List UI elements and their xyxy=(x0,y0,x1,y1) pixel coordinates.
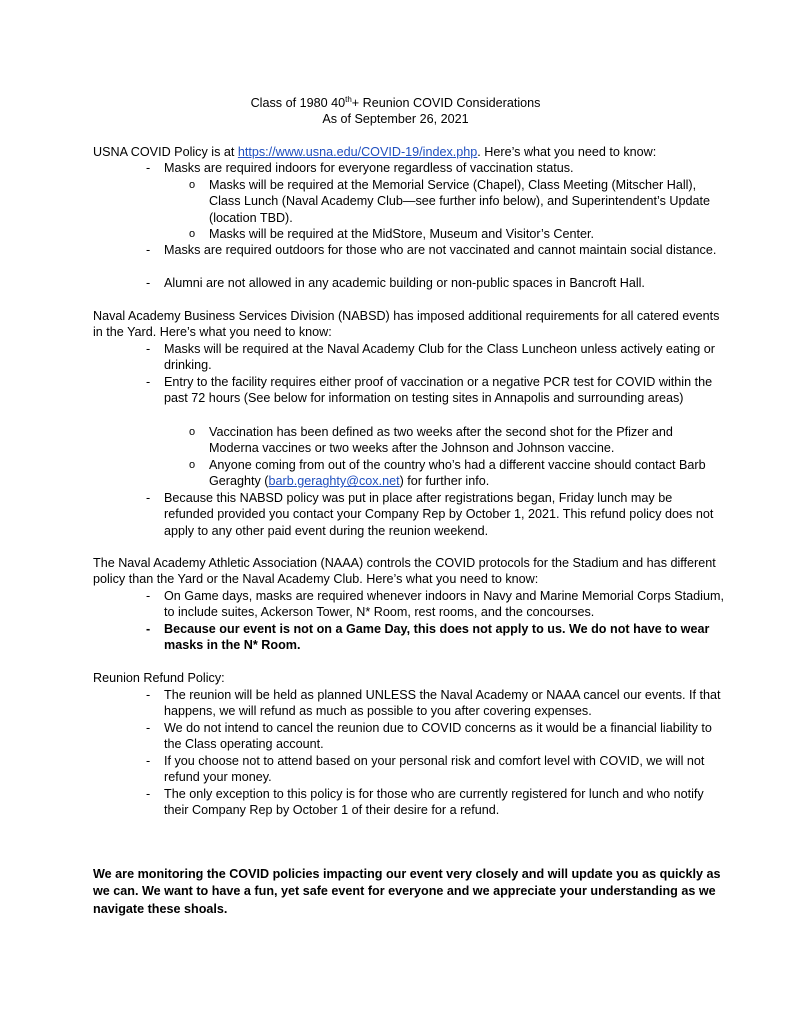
sub-list-item xyxy=(189,424,724,457)
dash-marker: - xyxy=(146,243,151,257)
dash-marker: - xyxy=(146,589,151,603)
usna-policy-intro xyxy=(93,144,723,160)
sub-list-item xyxy=(189,177,724,226)
list-item xyxy=(146,341,724,374)
dash-marker: - xyxy=(146,276,151,290)
dash-marker: - xyxy=(146,491,151,505)
list-item-text: Vaccination has been defined as two weeks after the second shot for the Pfizer and Moderna vaccines or two weeks after the Johnson and Johnson vaccine. xyxy=(209,425,673,456)
list-item-text: Masks will be required at the MidStore, Museum and Visitor’s Center. xyxy=(209,227,594,241)
list-item-text: If you choose not to attend based on your personal risk and comfort level with COVID, we will not refund your money. xyxy=(164,754,705,785)
dash-marker: - xyxy=(146,688,151,702)
document-date: As of September 26, 2021 xyxy=(322,112,469,126)
list-item-text: On Game days, masks are required whenever indoors in Navy and Marine Memorial Corps Stadium, to include suites, Ackerson Tower, N* Room, rest rooms, and the concourses. xyxy=(164,589,724,620)
dash-marker: - xyxy=(146,721,151,735)
circle-marker: o xyxy=(189,228,196,240)
list-item xyxy=(146,490,724,539)
circle-marker: o xyxy=(189,426,196,438)
list-item xyxy=(146,588,724,621)
list-item xyxy=(146,621,724,654)
nabsd-intro: Naval Academy Business Services Division (NABSD) has imposed additional requirements for all catered events in the Yard. Here’s what you need to know: xyxy=(93,309,720,340)
list-item xyxy=(146,160,724,176)
dash-marker: - xyxy=(146,754,151,768)
refund-policy-heading: Reunion Refund Policy: xyxy=(93,671,225,685)
document-title xyxy=(0,95,791,111)
title-text: Class of 1980 40 xyxy=(250,96,346,110)
title-superscript: th xyxy=(345,94,352,104)
list-item-text: Masks will be required at the Memorial Service (Chapel), Class Meeting (Mitscher Hall), Class Lunch (Naval Academy Club—see further info below), and Superintendent’s Update (location TBD). xyxy=(209,178,711,225)
list-item xyxy=(146,374,724,407)
list-item xyxy=(146,275,724,291)
list-item-text: We do not intend to cancel the reunion due to COVID concerns as it would be a financial liability to the Class operating account. xyxy=(164,721,712,752)
dash-marker: - xyxy=(146,375,151,389)
dash-marker: - xyxy=(146,161,151,175)
list-item-text-rest: ) for further info. xyxy=(399,474,490,489)
list-item-text: Anyone coming from out of the country who’s had a different vaccine should contact Barb Geraghty ( xyxy=(209,458,706,489)
list-item xyxy=(146,720,724,753)
closing-statement: We are monitoring the COVID policies impacting our event very closely and will update you as quickly as we can. We want to have a fun, yet safe event for everyone and we appreciate your understanding as we navigate these shoals. xyxy=(93,867,721,916)
list-item-text: Masks will be required at the Naval Academy Club for the Class Luncheon unless actively eating or drinking. xyxy=(164,342,715,373)
intro-text: USNA COVID Policy is at xyxy=(93,145,238,159)
list-item-text: Masks are required outdoors for those who are not vaccinated and cannot maintain social distance. xyxy=(164,243,717,257)
list-item-text: The only exception to this policy is for those who are currently registered for lunch and who notify their Company Rep by October 1 of their desire for a refund. xyxy=(164,787,704,818)
list-item xyxy=(146,753,724,786)
naaa-intro: The Naval Academy Athletic Association (NAAA) controls the COVID protocols for the Stadium and has different policy than the Yard or the Naval Academy Club. Here’s what you need to know: xyxy=(93,556,716,587)
dash-marker: - xyxy=(146,787,151,801)
list-item-text: Because this NABSD policy was put in place after registrations began, Friday lunch may be refunded provided you contact your Company Rep by October 1, 2021. This refund policy does not apply to any other paid event during the reunion weekend. xyxy=(164,491,714,538)
intro-text-rest: . Here’s what you need to know: xyxy=(477,145,657,159)
list-item-text: The reunion will be held as planned UNLESS the Naval Academy or NAAA cancel our events. If that happens, we will refund as much as possible to you after covering expenses. xyxy=(164,688,721,719)
dash-marker: - xyxy=(146,622,151,636)
circle-marker: o xyxy=(189,459,196,471)
circle-marker: o xyxy=(189,179,196,191)
sub-list-item xyxy=(189,457,724,490)
dash-marker: - xyxy=(146,342,151,356)
usna-covid-link[interactable]: https://www.usna.edu/COVID-19/index.php xyxy=(237,145,478,159)
list-item-text: Masks are required indoors for everyone regardless of vaccination status. xyxy=(164,161,574,175)
list-item xyxy=(146,242,724,258)
title-text-rest: + Reunion COVID Considerations xyxy=(351,96,541,110)
email-link[interactable]: barb.geraghty@cox.net xyxy=(268,474,400,489)
list-item xyxy=(146,687,724,720)
list-item xyxy=(146,786,724,819)
list-item-text: Because our event is not on a Game Day, this does not apply to us. We do not have to wear masks in the N* Room. xyxy=(164,622,710,653)
sub-list-item xyxy=(189,226,724,242)
list-item-text: Entry to the facility requires either proof of vaccination or a negative PCR test for COVID within the past 72 hours (See below for information on testing sites in Annapolis and surrounding areas) xyxy=(164,375,713,406)
list-item-text: Alumni are not allowed in any academic building or non-public spaces in Bancroft Hall. xyxy=(164,276,645,290)
